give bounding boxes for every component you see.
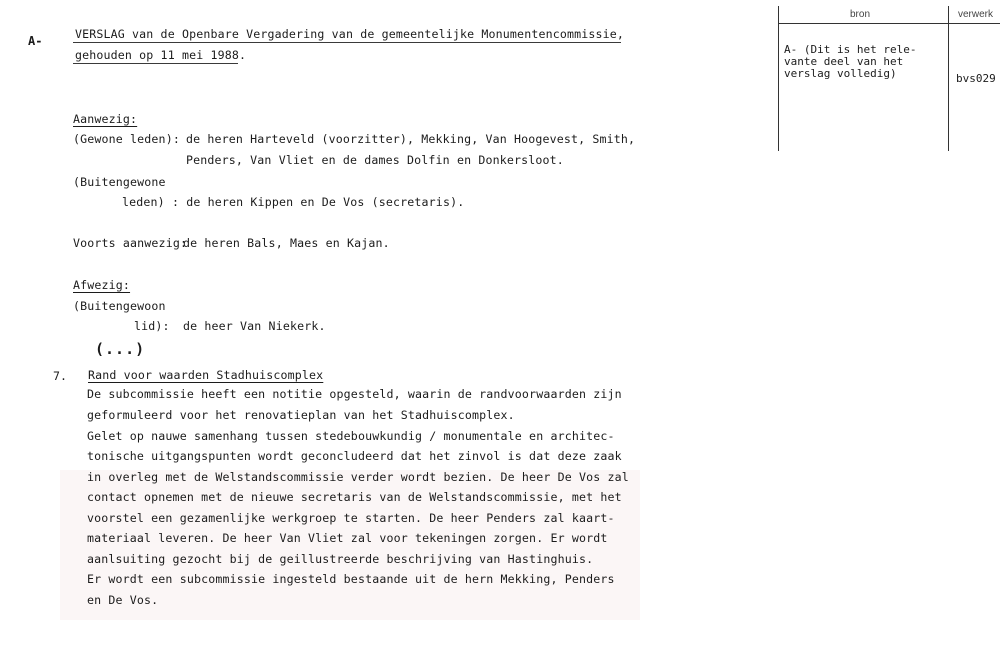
extra-members-label-line1: (Buitengewone [73,175,166,189]
item-body-line: Gelet op nauwe samenhang tussen stedebouwkundig / monumentale en architec- [87,429,615,443]
absent-text: de heer Van Niekerk. [183,319,326,333]
also-present-text: de heren Bals, Maes en Kajan. [183,236,390,250]
margin-table-reference-code: bvs029 [956,72,996,85]
margin-table-header-processed: verwerk [958,9,994,20]
section-marker: A- [28,34,43,48]
extra-members-label-line2: leden) [122,195,165,209]
item-body-line: en De Vos. [87,593,159,607]
item-body-line: materiaal leveren. De heer Van Vliet zal voor tekeningen zorgen. Er wordt [87,531,608,545]
regular-members-line1: de heren Harteveld (voorzitter), Mekking, Van Hoogevest, Smith, [186,132,636,146]
also-present-label: Voorts aanwezig: [73,236,188,250]
margin-table-left-border [778,6,779,151]
item-body-line: Er wordt een subcommissie ingesteld bestaande uit de hern Mekking, Penders [87,572,615,586]
margin-table-column-divider [948,6,949,151]
present-title: Aanwezig: [73,112,138,126]
margin-table [778,6,1000,151]
margin-table-source-note: A- (Dit is het rele- vante deel van het verslag volledig) [784,43,917,80]
extra-members-text: : de heren Kippen en De Vos (secretaris). [172,195,465,209]
absent-label-line2: lid): [134,319,170,333]
item-title: Rand voor waarden Stadhuiscomplex [88,368,324,382]
report-heading-line2: gehouden op 11 mei 1988. [75,48,247,62]
item-number: 7. [53,369,67,383]
report-heading-line1: VERSLAG van de Openbare Vergadering van de gemeentelijke Monumentencommissie, [75,27,625,41]
item-body-line: aanlsuiting gezocht bij de geillustreerde beschrijving van Hastinghuis. [87,552,594,566]
absent-label-line1: (Buitengewoon [73,299,166,313]
heading-underline [73,42,621,43]
regular-members-line2: Penders, Van Vliet en de dames Dolfin en Donkersloot. [186,153,564,167]
item-body-line: geformuleerd voor het renovatieplan van het Stadhuiscomplex. [87,408,515,422]
item-body-line: contact opnemen met de nieuwe secretaris van de Welstandscommissie, met het [87,490,622,504]
absent-title: Afwezig: [73,278,131,292]
item-body-line: in overleg met de Welstandscommissie verder wordt bezien. De heer De Vos zal [87,470,629,484]
margin-table-header-rule [778,23,1000,24]
heading-underline-2 [73,63,238,64]
item-body-line: De subcommissie heeft een notitie opgesteld, waarin de randvoorwaarden zijn [87,387,622,401]
omission-ellipsis: (...) [95,340,146,358]
item-body-line: tonische uitgangspunten wordt geconcludeerd dat het zinvol is dat deze zaak [87,449,622,463]
item-body-line: voorstel een gezamenlijke werkgroep te starten. De heer Penders zal kaart- [87,511,615,525]
margin-table-header-source: bron [850,9,871,20]
regular-members-label: (Gewone leden): [73,132,180,146]
